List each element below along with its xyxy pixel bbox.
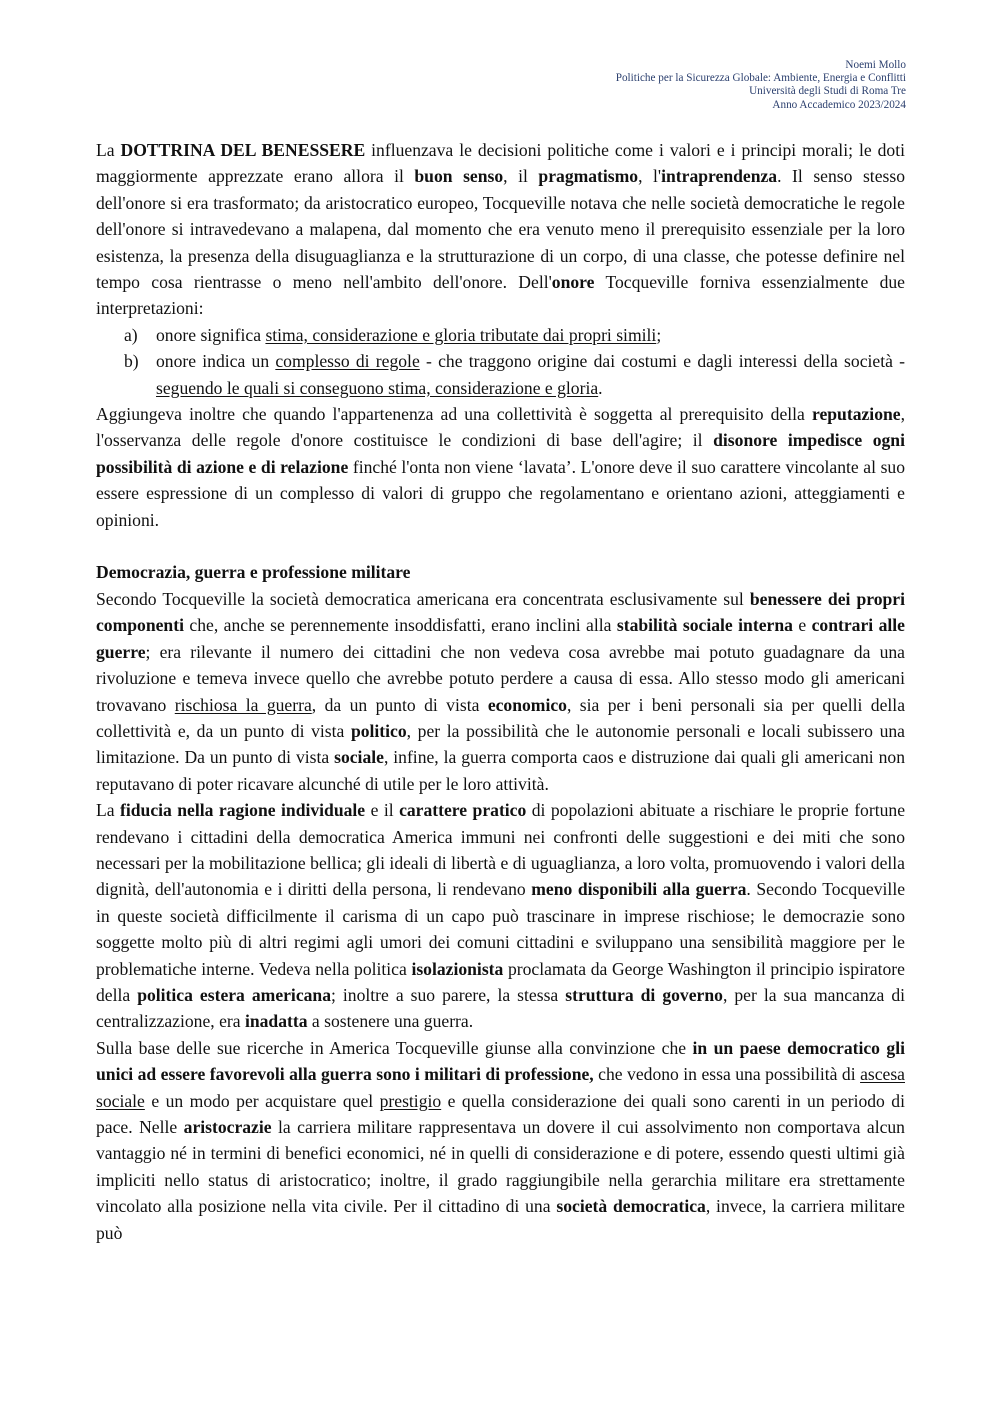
text-run: La [96,800,121,821]
text-run: Sulla base delle sue ricerche in America Tocqueville giunse alla convinzione che [96,1037,693,1058]
paragraph-democrazia [96,586,905,797]
bold-term: disonore impedisce ogni possibilità di azione e di relazione [96,430,905,477]
bold-term: buon senso [414,166,504,187]
bold-term: fiducia nella ragione individuale [120,800,366,821]
list-item [96,348,905,401]
list-marker: a) [124,324,138,345]
text-run: a sostenere una guerra. [307,1011,474,1032]
underlined-term: stima, considerazione e gloria tributate dai propri simili [265,324,657,345]
bold-term: isolazionista [411,958,504,979]
bold-term: società democratica [556,1196,706,1217]
paragraph-spacer [96,533,905,559]
text-run: e il [365,800,400,821]
section-heading: Democrazia, guerra e professione militare [96,562,411,583]
text-run: Secondo Tocqueville la società democratica americana era concentrata esclusivamente sul [96,588,750,609]
document-body [96,137,905,1246]
bold-term: meno disponibili alla guerra [531,879,747,900]
text-run: Aggiungeva inoltre che quando l'appartenenza ad una collettività è soggetta al prerequisito della [96,404,812,425]
bold-term: struttura di governo [565,984,723,1005]
underlined-term: rischiosa la guerra [174,694,312,715]
text-run: ; era rilevante il numero dei cittadini che non vedeva cosa avrebbe mai potuto guadagnare da una rivoluzione e temeva invece quello che avrebbe potuto perdere a causa di essa. Allo stesso modo gli americani trovavano [96,641,905,715]
bold-term: politico [350,720,407,741]
text-run: La [96,140,121,160]
text-run: onore indica un [156,351,276,372]
text-run: e un modo per acquistare quel [144,1090,380,1111]
bold-term: in un paese democratico gli unici ad essere favorevoli alla guerra sono i militari di professione, [96,1037,905,1085]
header-course: Politiche per la Sicurezza Globale: Ambiente, Energia e Conflitti [615,72,906,85]
text-run: la carriera militare rappresentava un dovere il cui assolvimento non comportava alcun vantaggio né in termini di benefici economici, né in quelli di considerazione e di potere, essendo questi ultimi già impliciti nello status di aristocratico; inoltre, il grado raggiungibile nella gerarchia militare era strettamente vincolato alla posizione nella vita civile. Per il cittadino di una [96,1117,905,1217]
text-run: , infine, la guerra comporta caos e distruzione dai quali gli americani non reputavano di poter ricavare alcunché di utile per le loro attività. [96,747,905,794]
underlined-term: complesso di regole [275,351,420,372]
text-run: di popolazioni abituate a rischiare le proprie fortune rendevano i cittadini della democratica America immuni nei confronti delle suggestioni e dei miti che sono necessari per la mobilitazione bellica; gli ideali di libertà e di uguaglianza, a loro volta, promuovendo i valori della dignità, dell'autonomia e i diritti della persona, li rendevano [96,800,905,900]
bold-term: stabilità sociale interna [616,615,793,636]
bold-term: intraprendenza [661,166,778,187]
bold-term: benessere dei propri componenti [96,588,905,636]
text-run: - che traggono origine dai costumi e dagli interessi della società - [419,351,905,372]
bold-term: inadatta [244,1011,308,1032]
bold-term: carattere pratico [399,800,527,821]
text-run: , per la possibilità che le autonomie personali e locali subissero una limitazione. Da un punto di vista [96,720,905,768]
page-header [616,59,906,112]
header-university: Università degli Studi di Roma Tre [749,85,906,98]
text-run: onore significa [156,324,266,345]
header-author: Noemi Mollo [845,59,906,71]
bold-term: sociale [334,747,384,768]
text-run: e [792,615,812,636]
text-run: , invece, la carriera militare può [96,1196,905,1243]
text-run: e quella considerazione dei quali sono carenti in un periodo di pace. Nelle [96,1090,905,1138]
text-run: . [598,377,603,398]
bold-term: contrari alle guerre [96,615,905,662]
honor-definitions-list [96,322,905,401]
text-run: , l' [638,166,662,187]
bold-term: aristocrazie [183,1117,272,1138]
text-run: proclamata da George Washington il principio ispiratore della [96,958,905,1005]
underlined-term: prestigio [379,1090,442,1111]
text-run: influenzava le decisioni politiche come i valori e i principi morali; le doti maggiormente apprezzate erano allora il [96,140,905,187]
paragraph-fiducia [96,797,905,1035]
text-run: finché l'onta non viene ‘lavata’. L'onore deve il suo carattere vincolante al suo essere espressione di un complesso di valori di gruppo che regolamentano e orientano azioni, atteggiamenti e opinioni. [96,456,906,530]
bold-term: onore [551,272,595,293]
bold-term: DOTTRINA DEL BENESSERE [120,140,366,160]
text-run: che, anche se perennemente insoddisfatti, erano inclini alla [183,615,617,636]
list-marker: b) [124,351,139,372]
text-run: ; [656,324,662,345]
bold-term: politica estera americana [137,984,332,1005]
paragraph-reputazione [96,401,905,533]
header-academic-year: Anno Accademico 2023/2024 [772,98,906,111]
bold-term: reputazione [811,404,901,425]
underlined-term: ascesa sociale [96,1064,905,1111]
text-run: , l'osservanza delle regole d'onore costituisce le condizioni di base dell'agire; il [96,404,905,451]
text-run: , da un punto di vista [311,694,488,715]
text-run: . Il senso stesso dell'onore si era trasformato; da aristocratico europeo, Tocqueville notava che nelle società democratiche le regole dell'onore si intravedevano a malapena, dal momento che era venuto meno il prerequisito essenziale per la loro esistenza, la presenza della disuguaglianza e la strutturazione di un corpo, di una classe, che potesse definire nel tempo cosa rientrasse o meno nell'ambito dell'onore. Dell' [96,166,905,293]
underlined-term: seguendo le quali si conseguono stima, considerazione e gloria [156,377,599,398]
text-run: ; inoltre a suo parere, la stessa [331,984,566,1005]
bold-term: economico [487,694,567,715]
text-run: che vedono in essa una possibilità di [593,1064,861,1085]
text-run: Tocqueville forniva essenzialmente due interpretazioni: [96,272,905,319]
text-run: . Secondo Tocqueville in queste società difficilmente il carisma di un capo può trascinare in imprese rischiose; le democrazie sono soggette molto più di altri regimi agli umori dei comuni cittadini e sviluppano una sensibilità maggiore per le problematiche interne. Vedeva nella politica [96,879,906,979]
bold-term: pragmatismo [538,166,639,187]
text-run: , il [503,166,539,187]
paragraph-militari [96,1035,905,1246]
text-run: , sia per i beni personali sia per quelli della collettività e, da un punto di vista [96,694,905,741]
text-run: , per la sua mancanza di centralizzazione, era [96,984,906,1032]
list-item [96,322,905,348]
paragraph-benessere [96,137,905,322]
